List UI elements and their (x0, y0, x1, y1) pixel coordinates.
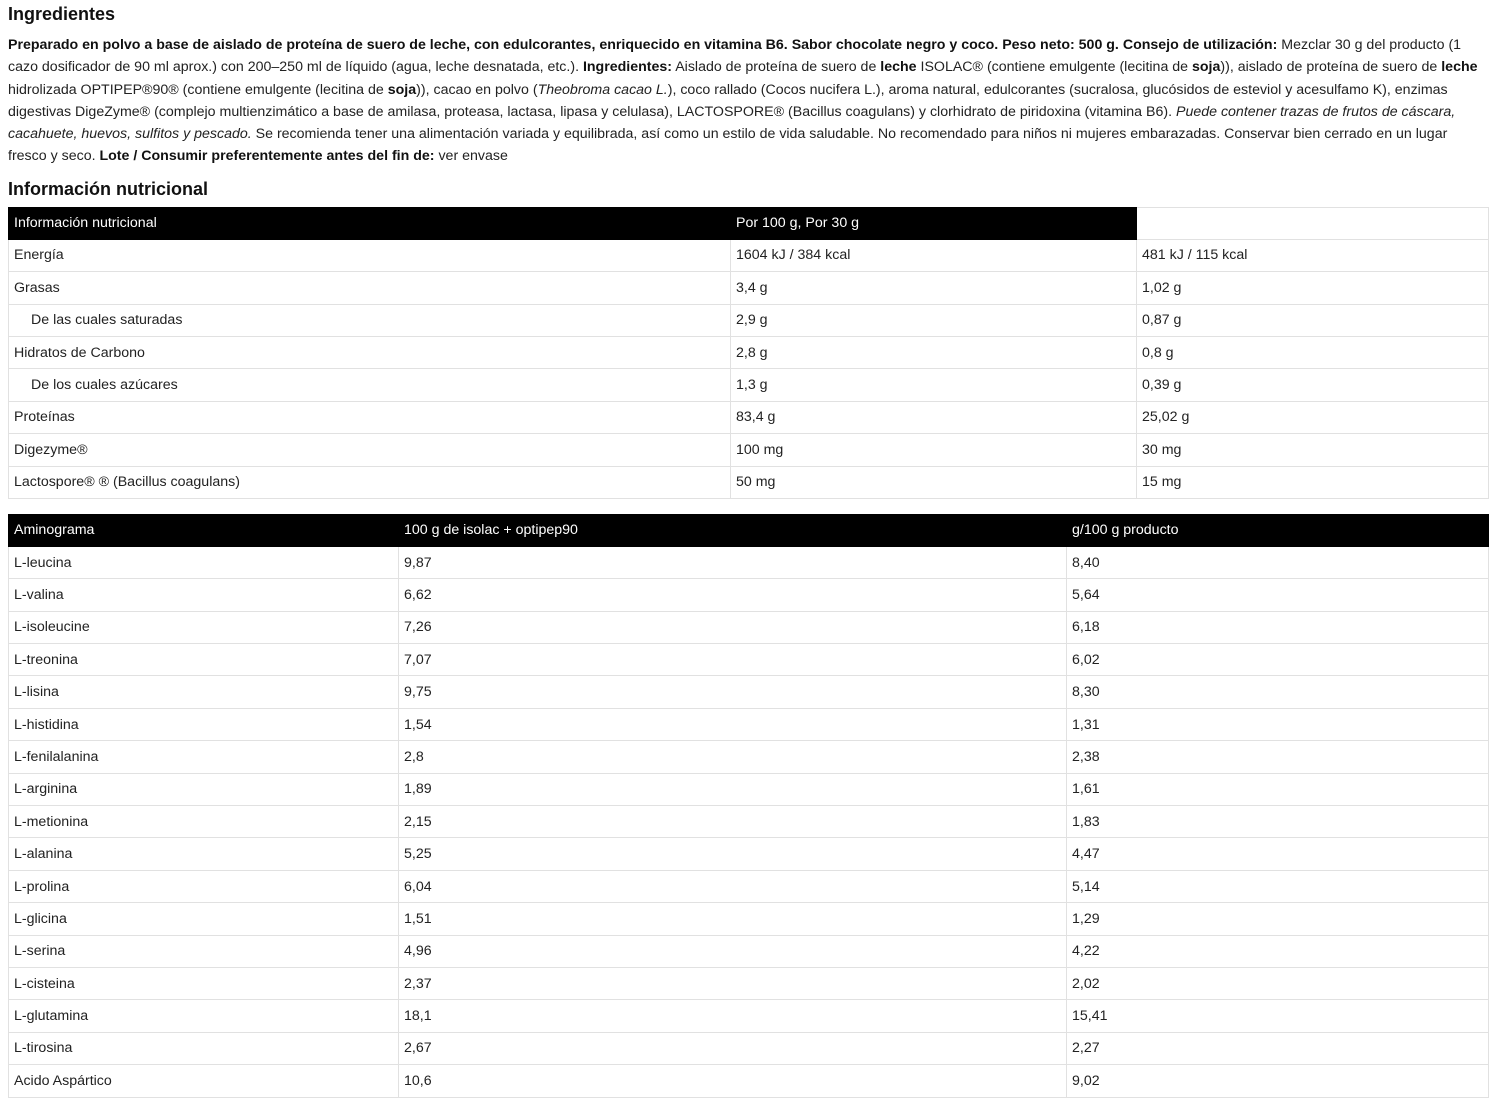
isolac-optipep-value: 1,54 (399, 708, 1067, 740)
amino-acid-name: L-serina (9, 935, 399, 967)
nutrition-table-header (9, 207, 1489, 239)
per-100g-product-value: 1,61 (1067, 773, 1489, 805)
amino-acid-name: L-histidina (9, 708, 399, 740)
per-100g-product-value: 2,38 (1067, 741, 1489, 773)
isolac-optipep-value: 9,75 (399, 676, 1067, 708)
isolac-optipep-value: 10,6 (399, 1065, 1067, 1097)
table-row (9, 903, 1489, 935)
per-100g-value: 50 mg (731, 466, 1137, 498)
isolac-optipep-value: 1,89 (399, 773, 1067, 805)
per-100g-product-value: 8,30 (1067, 676, 1489, 708)
amino-acid-name: L-alanina (9, 838, 399, 870)
ingredients-paragraph (8, 34, 1487, 168)
table-row (9, 644, 1489, 676)
per-100g-product-value: 4,22 (1067, 935, 1489, 967)
amino-acid-name: L-glutamina (9, 1000, 399, 1032)
table-row (9, 611, 1489, 643)
per-30g-value: 481 kJ / 115 kcal (1137, 239, 1489, 271)
isolac-optipep-value: 9,87 (399, 546, 1067, 578)
per-100g-product-value: 5,64 (1067, 579, 1489, 611)
usage-text: Mezclar 30 g del producto (1 cazo dosificador de 90 ml aprox.) con 200–250 ml de líquido (agua, leche desnatada, etc.). (8, 37, 1462, 76)
nutrition-table (8, 207, 1489, 499)
amino-acid-name: L-lisina (9, 676, 399, 708)
per-100g-value: 100 mg (731, 434, 1137, 466)
nutrient-name: Proteínas (9, 401, 731, 433)
per-100g-product-value: 15,41 (1067, 1000, 1489, 1032)
amino-acid-name: L-arginina (9, 773, 399, 805)
per-30g-value: 30 mg (1137, 434, 1489, 466)
allergen-soy: soja (1192, 59, 1221, 76)
table-row (9, 741, 1489, 773)
aminogram-table (8, 514, 1489, 1098)
isolac-optipep-value: 7,07 (399, 644, 1067, 676)
per-100g-product-value: 2,27 (1067, 1032, 1489, 1064)
table-row (9, 304, 1489, 336)
per-100g-value: 1,3 g (731, 369, 1137, 401)
amino-acid-name: L-cisteina (9, 967, 399, 999)
isolac-optipep-value: 18,1 (399, 1000, 1067, 1032)
per-100g-product-value: 1,29 (1067, 903, 1489, 935)
per-30g-value: 0,87 g (1137, 304, 1489, 336)
header-cell: 100 g de isolac + optipep90 (399, 514, 1067, 546)
table-row (9, 838, 1489, 870)
amino-acid-name: L-tirosina (9, 1032, 399, 1064)
isolac-optipep-value: 6,04 (399, 870, 1067, 902)
nutrient-name: Energía (9, 239, 731, 271)
header-cell: Por 100 g, Por 30 g (731, 207, 1137, 239)
allergen-trace-note: Puede contener trazas de frutos de cáscara, cacahuete, huevos, sulfitos y pescado. (8, 103, 1456, 143)
advice-text: Se recomienda tener una alimentación variada y equilibrada, así como un estilo de vida saludable. No recomendado para niños ni mujeres embarazadas. Conservar bien cerrado en un lugar fresco y seco. (8, 126, 1448, 165)
nutrient-name: Digezyme® (9, 434, 731, 466)
aminogram-table-header (9, 514, 1489, 546)
table-row (9, 708, 1489, 740)
per-100g-value: 3,4 g (731, 272, 1137, 304)
ingredients-text-part: ISOLAC® (contiene emulgente (lecitina de (916, 59, 1192, 76)
lot-label: Lote / Consumir preferentemente antes del fin de: (99, 148, 435, 165)
isolac-optipep-value: 5,25 (399, 838, 1067, 870)
table-row (9, 272, 1489, 304)
isolac-optipep-value: 2,67 (399, 1032, 1067, 1064)
per-100g-product-value: 2,02 (1067, 967, 1489, 999)
allergen-milk: leche (880, 59, 917, 76)
isolac-optipep-value: 2,15 (399, 806, 1067, 838)
aminogram-rows (9, 546, 1489, 1097)
ingredients-text-part: ), coco rallado (Cocos nucifera L.), aroma natural, edulcorantes (sucralosa, glucósidos de esteviol y acesulfamo K), enzimas digestivas DigeZyme® (complejo multienzimático a base de amilasa, proteasa, lactasa, lipasa y celulasa), LACTOSPORE® (Bacillus coagulans) y clorhidrato de piridoxina (vitamina B6). (8, 81, 1448, 120)
amino-acid-name: L-metionina (9, 806, 399, 838)
table-row (9, 369, 1489, 401)
header-cell: Información nutricional (9, 207, 731, 239)
amino-acid-name: L-fenilalanina (9, 741, 399, 773)
lot-value: ver envase (434, 148, 508, 165)
header-cell: Aminograma (9, 514, 399, 546)
allergen-milk: leche (1441, 59, 1478, 76)
table-row (9, 806, 1489, 838)
scientific-name: Theobroma cacao L. (537, 81, 668, 98)
table-row (9, 466, 1489, 498)
nutrient-name: Hidratos de Carbono (9, 336, 731, 368)
per-100g-product-value: 1,31 (1067, 708, 1489, 740)
per-100g-value: 83,4 g (731, 401, 1137, 433)
product-description: Preparado en polvo a base de aislado de proteína de suero de leche, con edulcorantes, enriquecido en vitamina B6. Sabor chocolate negro y coco. Peso neto: 500 g. Consejo de utilización: (8, 37, 1278, 53)
isolac-optipep-value: 1,51 (399, 903, 1067, 935)
isolac-optipep-value: 4,96 (399, 935, 1067, 967)
table-row (9, 336, 1489, 368)
nutrition-heading: Información nutricional (8, 178, 209, 199)
per-100g-value: 1604 kJ / 384 kcal (731, 239, 1137, 271)
ingredients-text-part: hidrolizada OPTIPEP®90® (contiene emulgente (lecitina de (8, 81, 388, 98)
per-100g-product-value: 6,18 (1067, 611, 1489, 643)
per-100g-product-value: 1,83 (1067, 806, 1489, 838)
amino-acid-name: L-valina (9, 579, 399, 611)
table-row (9, 579, 1489, 611)
per-100g-value: 2,8 g (731, 336, 1137, 368)
per-100g-product-value: 5,14 (1067, 870, 1489, 902)
header-cell: g/100 g producto (1067, 514, 1489, 546)
nutrient-name: Lactospore® ® (Bacillus coagulans) (9, 466, 731, 498)
amino-acid-name: L-isoleucine (9, 611, 399, 643)
allergen-soy: soja (387, 81, 417, 98)
amino-acid-name: L-prolina (9, 870, 399, 902)
amino-acid-name: Acido Aspártico (9, 1065, 399, 1097)
header-cell-empty (1137, 207, 1489, 239)
table-row (9, 967, 1489, 999)
ingredients-text-part: Aislado de proteína de suero de (672, 59, 881, 76)
nutrient-name: Grasas (9, 272, 731, 304)
table-row (9, 546, 1489, 578)
per-100g-product-value: 4,47 (1067, 838, 1489, 870)
per-100g-product-value: 8,40 (1067, 546, 1489, 578)
table-row (9, 401, 1489, 433)
amino-acid-name: L-leucina (9, 546, 399, 578)
ingredients-text-part: )), aislado de proteína de suero de (1220, 59, 1442, 76)
per-100g-value: 2,9 g (731, 304, 1137, 336)
table-row (9, 1000, 1489, 1032)
ingredients-heading: Ingredientes (8, 4, 116, 24)
ingredients-text-part: )), cacao en polvo ( (416, 81, 538, 98)
table-row (9, 434, 1489, 466)
table-row (9, 870, 1489, 902)
nutrient-name: De los cuales azúcares (9, 369, 731, 401)
amino-acid-name: L-treonina (9, 644, 399, 676)
amino-acid-name: L-glicina (9, 903, 399, 935)
table-row (9, 1065, 1489, 1097)
per-30g-value: 0,39 g (1137, 369, 1489, 401)
isolac-optipep-value: 7,26 (399, 611, 1067, 643)
per-30g-value: 25,02 g (1137, 401, 1489, 433)
table-row (9, 239, 1489, 271)
table-row (9, 935, 1489, 967)
per-100g-product-value: 9,02 (1067, 1065, 1489, 1097)
isolac-optipep-value: 2,8 (399, 741, 1067, 773)
ingredients-label: Ingredientes: (582, 59, 673, 76)
isolac-optipep-value: 6,62 (399, 579, 1067, 611)
table-row (9, 676, 1489, 708)
isolac-optipep-value: 2,37 (399, 967, 1067, 999)
per-100g-product-value: 6,02 (1067, 644, 1489, 676)
per-30g-value: 0,8 g (1137, 336, 1489, 368)
per-30g-value: 1,02 g (1137, 272, 1489, 304)
per-30g-value: 15 mg (1137, 466, 1489, 498)
nutrient-name: De las cuales saturadas (9, 304, 731, 336)
table-row (9, 773, 1489, 805)
table-row (9, 1032, 1489, 1064)
